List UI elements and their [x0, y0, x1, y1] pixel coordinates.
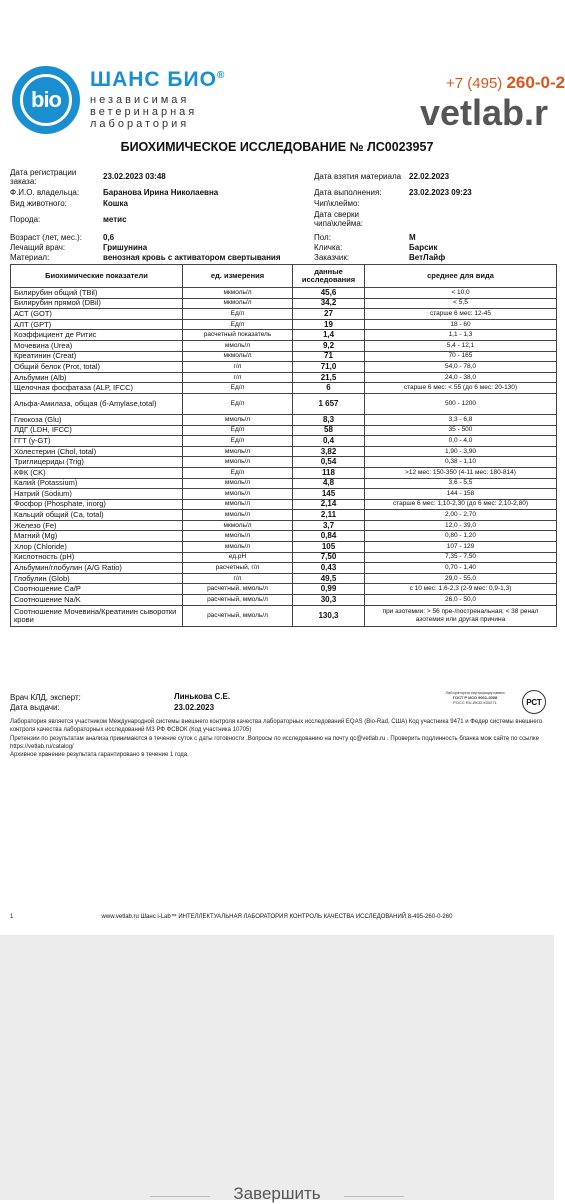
sample-label: Дата взятия материала	[314, 172, 402, 181]
report-title: БИОХИМИЧЕСКОЕ ИССЛЕДОВАНИЕ № ЛС0023957	[120, 140, 434, 154]
cell-unit: Ед/л	[183, 436, 293, 447]
cell-value: 34,2	[293, 298, 365, 309]
cell-unit: г/л	[183, 573, 293, 584]
cell-reference: 54,0 - 78,0	[365, 362, 557, 373]
viewer-background	[0, 935, 554, 1130]
table-row	[11, 436, 557, 447]
nick-value: Барсик	[409, 243, 438, 252]
cell-parameter: КФК (CK)	[11, 467, 183, 478]
cell-reference: при азотемии: > 56 пре-/постренальная; < 38 ренал азотемия или другая причина	[365, 605, 557, 626]
note-claims: Претензии по результатам анализа принимаются в течение суток с даты готовности .Вопросы по исследованию на почту qc@vetlab.ru . Проверить подлинность бланка мож сайте по ссылке https://vetlab.ru/catalog/	[10, 736, 539, 750]
table-row	[11, 510, 557, 521]
cell-value: 19	[293, 319, 365, 330]
cell-parameter: Соотношение Са/Р	[11, 584, 183, 595]
table-row	[11, 340, 557, 351]
cell-value: 3,82	[293, 446, 365, 457]
cell-unit: Ед/л	[183, 467, 293, 478]
cell-value: 1 657	[293, 393, 365, 414]
cell-value: 0,84	[293, 531, 365, 542]
breed-label: Порода:	[10, 215, 41, 224]
cell-unit: расчетный, г/л	[183, 563, 293, 574]
cell-unit: ед.pH	[183, 552, 293, 563]
done-value: 23.02.2023 09:23	[409, 188, 472, 197]
cell-reference: 0,0 - 4,0	[365, 436, 557, 447]
cell-reference: < 5,5	[365, 298, 557, 309]
page-number: 1	[10, 914, 14, 920]
table-row	[11, 542, 557, 553]
cell-reference: 0,38 - 1,10	[365, 457, 557, 468]
cell-unit: ммоль/л	[183, 489, 293, 500]
cell-value: 4,8	[293, 478, 365, 489]
cell-reference: 5,4 - 12,1	[365, 340, 557, 351]
cell-value: 0,54	[293, 457, 365, 468]
cell-value: 9,2	[293, 340, 365, 351]
table-row	[11, 478, 557, 489]
table-row	[11, 467, 557, 478]
cell-parameter: ЛДГ (LDH, IFCC)	[11, 425, 183, 436]
table-header-row	[11, 265, 557, 288]
cell-reference: 35 - 500	[365, 425, 557, 436]
chip-label: Чип\клеймо:	[314, 199, 360, 208]
cell-reference: 144 - 158	[365, 489, 557, 500]
cell-unit: ммоль/л	[183, 457, 293, 468]
header-unit: ед. измерения	[183, 265, 293, 288]
table-row	[11, 298, 557, 309]
cell-reference: 2,00 - 2,70	[365, 510, 557, 521]
cell-parameter: Кальций общий (Ca, total)	[11, 510, 183, 521]
cell-reference: 7,35 - 7,50	[365, 552, 557, 563]
header-parameter: Биохимические показатели	[11, 265, 183, 288]
age-value: 0,6	[103, 233, 115, 242]
cell-reference: 0,70 - 1,40	[365, 563, 557, 574]
owner-label: Ф.И.О. владельца:	[10, 188, 80, 197]
cell-parameter: ГГТ (у-GT)	[11, 436, 183, 447]
cell-reference: 3,6 - 5,5	[365, 478, 557, 489]
table-row	[11, 393, 557, 414]
table-row	[11, 309, 557, 320]
cell-unit: ммоль/л	[183, 340, 293, 351]
table-row	[11, 351, 557, 362]
material-label: Материал:	[10, 253, 50, 262]
cell-value: 27	[293, 309, 365, 320]
issue-value: 23.02.2023	[174, 703, 215, 712]
issue-label: Дата выдачи:	[10, 703, 60, 712]
table-row	[11, 288, 557, 299]
finish-button[interactable]: Завершить	[233, 1184, 321, 1203]
cell-parameter: Креатинин (Creat)	[11, 351, 183, 362]
table-row	[11, 520, 557, 531]
cell-unit: ммоль/л	[183, 414, 293, 425]
cell-parameter: Билирубин общий (TBil)	[11, 288, 183, 299]
header-value: данные исследования	[293, 265, 365, 288]
cell-reference: 107 - 129	[365, 542, 557, 553]
cell-value: 30,3	[293, 595, 365, 606]
cell-unit: ммоль/л	[183, 531, 293, 542]
cell-reference: >12 мес: 150-350 (4-11 мес: 180-814)	[365, 467, 557, 478]
cell-reference: 29,0 - 55,0	[365, 573, 557, 584]
cell-value: 3,7	[293, 520, 365, 531]
cell-unit: Ед/л	[183, 393, 293, 414]
cell-value: 0,99	[293, 584, 365, 595]
cell-parameter: АЛТ (GPT)	[11, 319, 183, 330]
customer-value: ВетЛайф	[409, 253, 446, 262]
header-reference: среднее для вида	[365, 265, 557, 288]
cell-parameter: Глюкоза (Glu)	[11, 414, 183, 425]
rst-mark: РСТ	[522, 690, 546, 714]
table-row	[11, 414, 557, 425]
cell-reference: 500 - 1200	[365, 393, 557, 414]
cell-value: 2,11	[293, 510, 365, 521]
cell-parameter: Глобулин (Glob)	[11, 573, 183, 584]
cell-parameter: Альбумин (Alb)	[11, 372, 183, 383]
cell-parameter: Фосфор (Phosphate, inorg)	[11, 499, 183, 510]
brand-subtitle: независимая ветеринарная лаборатория	[90, 94, 198, 130]
cell-value: 71,0	[293, 362, 365, 373]
material-value: венозная кровь с активатором свертывания	[103, 253, 281, 262]
cell-value: 118	[293, 467, 365, 478]
cell-parameter: Билирубин прямой (DBil)	[11, 298, 183, 309]
cell-parameter: Коэффициент де Ритис	[11, 330, 183, 341]
cell-reference: 3,3 - 6,8	[365, 414, 557, 425]
table-row	[11, 584, 557, 595]
cell-parameter: Хлор (Chloride)	[11, 542, 183, 553]
customer-label: Заказчик:	[314, 253, 350, 262]
cell-parameter: Кислотность (pH)	[11, 552, 183, 563]
chip-check-label: Дата сверки чипа\клейма:	[314, 210, 363, 228]
cell-unit: г/л	[183, 372, 293, 383]
cell-reference: старше 6 мес: 12-45	[365, 309, 557, 320]
site-name: vetlab.r	[420, 92, 549, 133]
cell-unit: расчетный, ммоль/л	[183, 595, 293, 606]
page-footer: www.vetlab.ru Шанс i-Lab™ ИНТЕЛЛЕКТУАЛЬНАЯ ЛАБОРАТОРИЯ КОНТРОЛЬ КАЧЕСТВА ИССЛЕДОВАНИЙ 8-495-260-0-260	[101, 914, 453, 920]
table-row	[11, 573, 557, 584]
sample-value: 22.02.2023	[409, 172, 450, 181]
cell-value: 58	[293, 425, 365, 436]
cell-value: 45,6	[293, 288, 365, 299]
cell-parameter: Альфа-Амилаза, общая (б-Amylase,total)	[11, 393, 183, 414]
table-row	[11, 457, 557, 468]
sex-value: М	[409, 233, 416, 242]
note-archive: Архивное хранение результата гарантировано в течение 1 года.	[10, 752, 189, 758]
cell-unit: расчетный, ммоль/л	[183, 584, 293, 595]
cell-parameter: Холестерин (Chol, total)	[11, 446, 183, 457]
cell-value: 130,3	[293, 605, 365, 626]
brand-name: ШАНС БИО®	[90, 68, 226, 91]
cell-reference: старше 6 мес: < 55 (до 6 мес: 20-130)	[365, 383, 557, 394]
cell-unit: ммоль/л	[183, 542, 293, 553]
cell-unit: расчетный, ммоль/л	[183, 605, 293, 626]
species-label: Вид животного:	[10, 199, 67, 208]
table-row	[11, 489, 557, 500]
cell-parameter: АСТ (GOT)	[11, 309, 183, 320]
species-value: Кошка	[103, 199, 128, 208]
cell-parameter: Железо (Fe)	[11, 520, 183, 531]
cell-reference: 18 - 60	[365, 319, 557, 330]
cell-parameter: Натрий (Sodium)	[11, 489, 183, 500]
cell-unit: Ед/л	[183, 383, 293, 394]
cell-value: 105	[293, 542, 365, 553]
cell-unit: Ед/л	[183, 425, 293, 436]
table-row	[11, 425, 557, 436]
doctor-sign-value: Линькова С.Е.	[174, 692, 231, 701]
table-row	[11, 605, 557, 626]
sex-label: Пол:	[314, 233, 331, 242]
cell-reference: 0,80 - 1,20	[365, 531, 557, 542]
cell-value: 8,3	[293, 414, 365, 425]
cell-parameter: Соотношение Мочевина/Креатинин сыворотки крови	[11, 605, 183, 626]
cell-unit: г/л	[183, 362, 293, 373]
cell-unit: ммоль/л	[183, 499, 293, 510]
cell-parameter: Мочевина (Urea)	[11, 340, 183, 351]
table-row	[11, 446, 557, 457]
table-row	[11, 531, 557, 542]
cell-unit: мкмоль/л	[183, 288, 293, 299]
phone-number: +7 (495) 260-0-2	[446, 73, 565, 92]
cell-unit: ммоль/л	[183, 510, 293, 521]
bio-logo	[12, 66, 80, 134]
cell-parameter: Триглицериды (Trig)	[11, 457, 183, 468]
cell-parameter: Калий (Potassium)	[11, 478, 183, 489]
cell-value: 145	[293, 489, 365, 500]
reg-label: Дата регистрации заказа:	[10, 168, 77, 186]
cell-reference: 70 - 165	[365, 351, 557, 362]
table-row	[11, 499, 557, 510]
table-row	[11, 595, 557, 606]
cell-parameter: Магний (Mg)	[11, 531, 183, 542]
results-table	[10, 264, 557, 627]
doctor-sign-label: Врач КЛД, эксперт:	[10, 693, 81, 702]
cell-value: 6	[293, 383, 365, 394]
nick-label: Кличка:	[314, 243, 343, 252]
doctor-label: Лечащий врач:	[10, 243, 66, 252]
cell-unit: ммоль/л	[183, 446, 293, 457]
cell-unit: мкмоль/л	[183, 298, 293, 309]
cell-unit: расчетный показатель	[183, 330, 293, 341]
table-row	[11, 372, 557, 383]
table-row	[11, 319, 557, 330]
cell-reference: 1,90 - 3,90	[365, 446, 557, 457]
owner-value: Баранова Ирина Николаевна	[103, 188, 219, 197]
done-label: Дата выполнения:	[314, 188, 382, 197]
table-row	[11, 330, 557, 341]
cell-value: 0,43	[293, 563, 365, 574]
certificate-stamp: Лаборатория сертифицирована ГОСТ Р ИСО 9001-2008 РОСС RU.ИК32.К00271	[445, 690, 505, 705]
cell-reference: старше 6 мес: 1,10-2,30 (до 6 мес: 2,10-2,80)	[365, 499, 557, 510]
cell-reference: с 10 мес: 1,6-2,3 (2-9 мес: 0,9-1,3)	[365, 584, 557, 595]
cell-value: 49,5	[293, 573, 365, 584]
cell-parameter: Соотношение Na/K	[11, 595, 183, 606]
breed-value: метис	[103, 215, 127, 224]
cell-unit: мкмоль/л	[183, 351, 293, 362]
table-row	[11, 563, 557, 574]
cell-value: 7,50	[293, 552, 365, 563]
cell-reference: 12,0 - 39,0	[365, 520, 557, 531]
cell-unit: ммоль/л	[183, 478, 293, 489]
doctor-value: Гришунина	[103, 243, 148, 252]
cell-parameter: Щелочная фосфатаза (ALP, IFCC)	[11, 383, 183, 394]
cell-unit: мкмоль/л	[183, 520, 293, 531]
note-eqas: Лаборатория является участником Международной системы внешнего контроля качества лабораторных исследований EQAS (Bio-Rad, США) Код участника 9471 и Федер системы внешнего контроля качества лабораторных исследований МЗ РФ ФСВОК (Код участника 10705)	[10, 719, 543, 733]
cell-value: 1,4	[293, 330, 365, 341]
cell-unit: Ед/л	[183, 319, 293, 330]
cell-value: 2,14	[293, 499, 365, 510]
reg-value: 23.02.2023 03:48	[103, 172, 166, 181]
cell-value: 21,5	[293, 372, 365, 383]
cell-value: 0,4	[293, 436, 365, 447]
logo-text: bio	[20, 74, 72, 126]
cell-reference: < 10,0	[365, 288, 557, 299]
cell-reference: 26,0 - 50,0	[365, 595, 557, 606]
table-row	[11, 552, 557, 563]
cell-parameter: Общий белок (Prot, total)	[11, 362, 183, 373]
cell-unit: Ед/л	[183, 309, 293, 320]
cell-parameter: Альбумин/глобулин (A/G Ratio)	[11, 563, 183, 574]
cell-reference: 1,1 - 1,3	[365, 330, 557, 341]
table-row	[11, 362, 557, 373]
cell-reference: 24,0 - 38,0	[365, 372, 557, 383]
age-label: Возраст (лет, мес.):	[10, 233, 82, 242]
table-row	[11, 383, 557, 394]
cell-value: 71	[293, 351, 365, 362]
